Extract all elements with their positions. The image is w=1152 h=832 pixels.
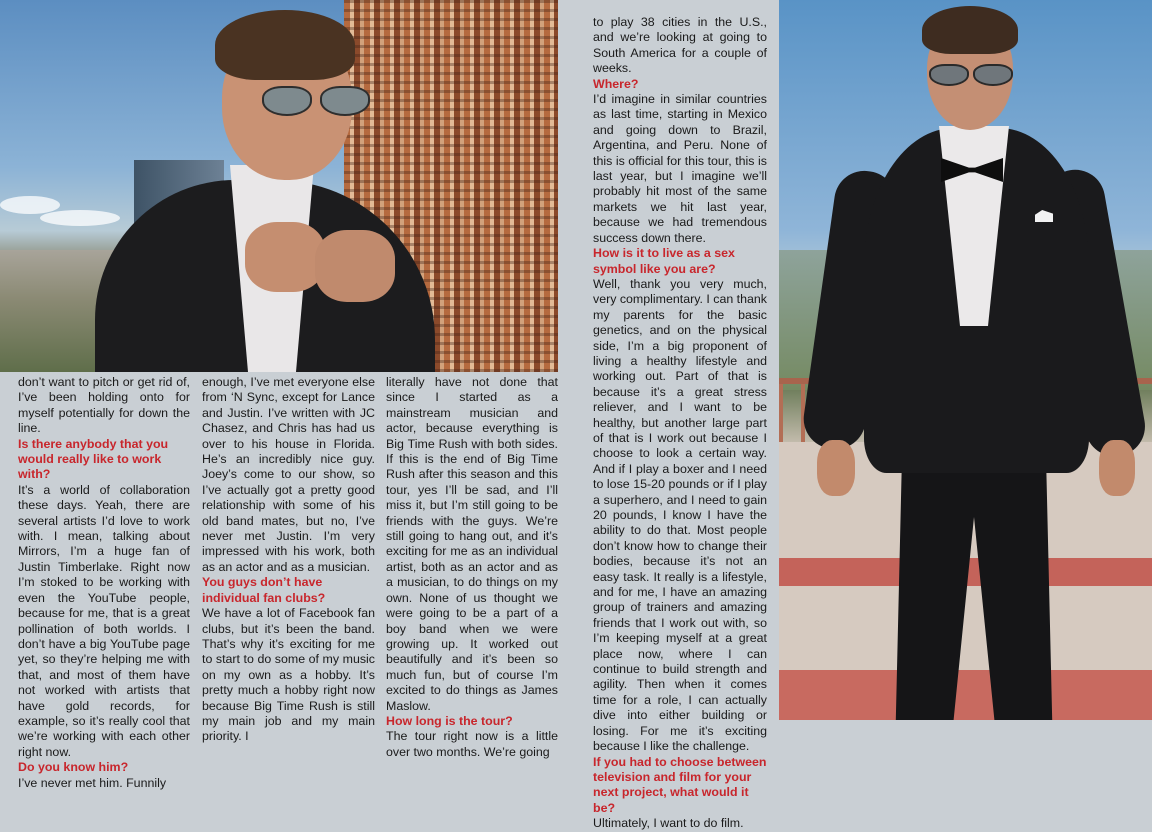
paragraph: don’t want to pitch or get rid of, I’ve been holding onto for myself potentially for down the line. xyxy=(18,375,190,436)
article-column-2 xyxy=(202,375,375,745)
paragraph: It’s a world of collaboration these days. Yeah, there are several artists I’d love to work with. I mean, talking about Mirrors, I’m a huge fan of Justin Timberlake. Right now I’m stoked to be working with even the YouTube people, because for me, that is a great pollination of both worlds. I don’t have a big YouTube page yet, so they’re helping me with that, and most of them have not worked with artists that have gold records, for example, so it’s really cool that we’re working with each other right now. xyxy=(18,482,190,759)
paragraph: enough, I’ve met everyone else from ‘N Sync, except for Lance and Justin. I’ve written with JC Chasez, and Chris has had us over to his house in Florida. He’s an incredibly nice guy. Joey’s come to our show, so I’ve actually got a pretty good relationship with some of his old band mates, but no, I’ve never met Justin. I’m very impressed with his work, both as an actor and as a musician. xyxy=(202,375,375,574)
question: You guys don’t have individual fan clubs? xyxy=(202,575,326,605)
hand xyxy=(1099,440,1135,496)
paragraph: Well, thank you very much, very complimentary. I can thank my parents for the basic genetics, and on the physical side, I’m a big proponent of living a healthy lifestyle and working out. Part of that is because it’s a great stress reliever, and I want to be healthy, but another large part of that is I work out because I choose to look a certain way. And if I play a boxer and I need to lose 15-20 pounds or if I play a superhero, and I need to gain 20 pounds, I know I have the ability to do that. Most people don’t know how to change their bodies, because it’s not an easy task. It really is a lifestyle, and for me, I have an amazing group of trainers and amazing friends that I work out with, so I’m keeping myself at a great place now, where I can continue to build strength and agility. Then when it comes time for a role, I can actually dive into either building or losing. For me it’s exciting because I like the challenge. xyxy=(593,276,767,754)
article-column-3 xyxy=(386,375,558,760)
hand xyxy=(817,440,855,496)
question: If you had to choose between television and film for your next project, what would it be? xyxy=(593,754,767,815)
hair xyxy=(215,10,355,80)
cloud xyxy=(40,210,120,226)
paragraph: literally have not done that since I started as a mainstream musician and actor, because everything is Big Time Rush with both sides. If this is the end of Big Time Rush after this season and this tour, yes I’ll be sad, and I’ll miss it, but I’m still going to be friends with the guys. We’re still going to hang out, and it’s exciting for me as an individual artist, both as an actor and as a musician, to do things on my own. None of us thought we were going to be a part of a boy band when we were growing up. It worked out beautifully and it’s been so much fun, but of course I’m excited to do things as James Maslow. xyxy=(386,375,558,713)
paragraph: Ultimately, I want to do film. xyxy=(593,816,744,831)
question: Do you know him? xyxy=(18,760,129,775)
paragraph: The tour right now is a little over two months. We’re going xyxy=(386,729,558,759)
sunglasses-icon xyxy=(262,86,372,112)
rooftop-stripe xyxy=(779,670,1152,720)
question: How long is the tour? xyxy=(386,713,513,728)
hand xyxy=(315,230,395,302)
question: Is there anybody that you would really like to work with? xyxy=(18,436,169,482)
paragraph: I’d imagine in similar countries as last time, starting in Mexico and going down to Brazil, Argentina, and Peru. None of this is official for this tour, this is last year, but I imagine we’ll probably hit most of the same markets we hit last year, because we had tremendous success down there. xyxy=(593,92,767,245)
paragraph: I’ve never met him. Funnily xyxy=(18,775,167,790)
paragraph: We have a lot of Facebook fan clubs, but it’s been the band. That’s why it’s exciting for me to start to do some of my music on my own as a hobby. It’s pretty much a hobby right now because Big Time Rush is still my main job and my main priority. I xyxy=(202,606,375,744)
photo-man-tuxedo xyxy=(779,0,1152,720)
paragraph: to play 38 cities in the U.S., and we’re looking at going to South America for a couple of weeks. xyxy=(593,15,767,76)
hair xyxy=(922,6,1018,54)
article-column-4 xyxy=(593,15,767,832)
article-column-1 xyxy=(18,375,190,791)
photo-man-sunglasses xyxy=(0,0,558,372)
sunglasses-icon xyxy=(929,64,1013,84)
question: How is it to live as a sex symbol like you are? xyxy=(593,246,735,276)
hand xyxy=(245,222,325,292)
question: Where? xyxy=(593,76,639,91)
